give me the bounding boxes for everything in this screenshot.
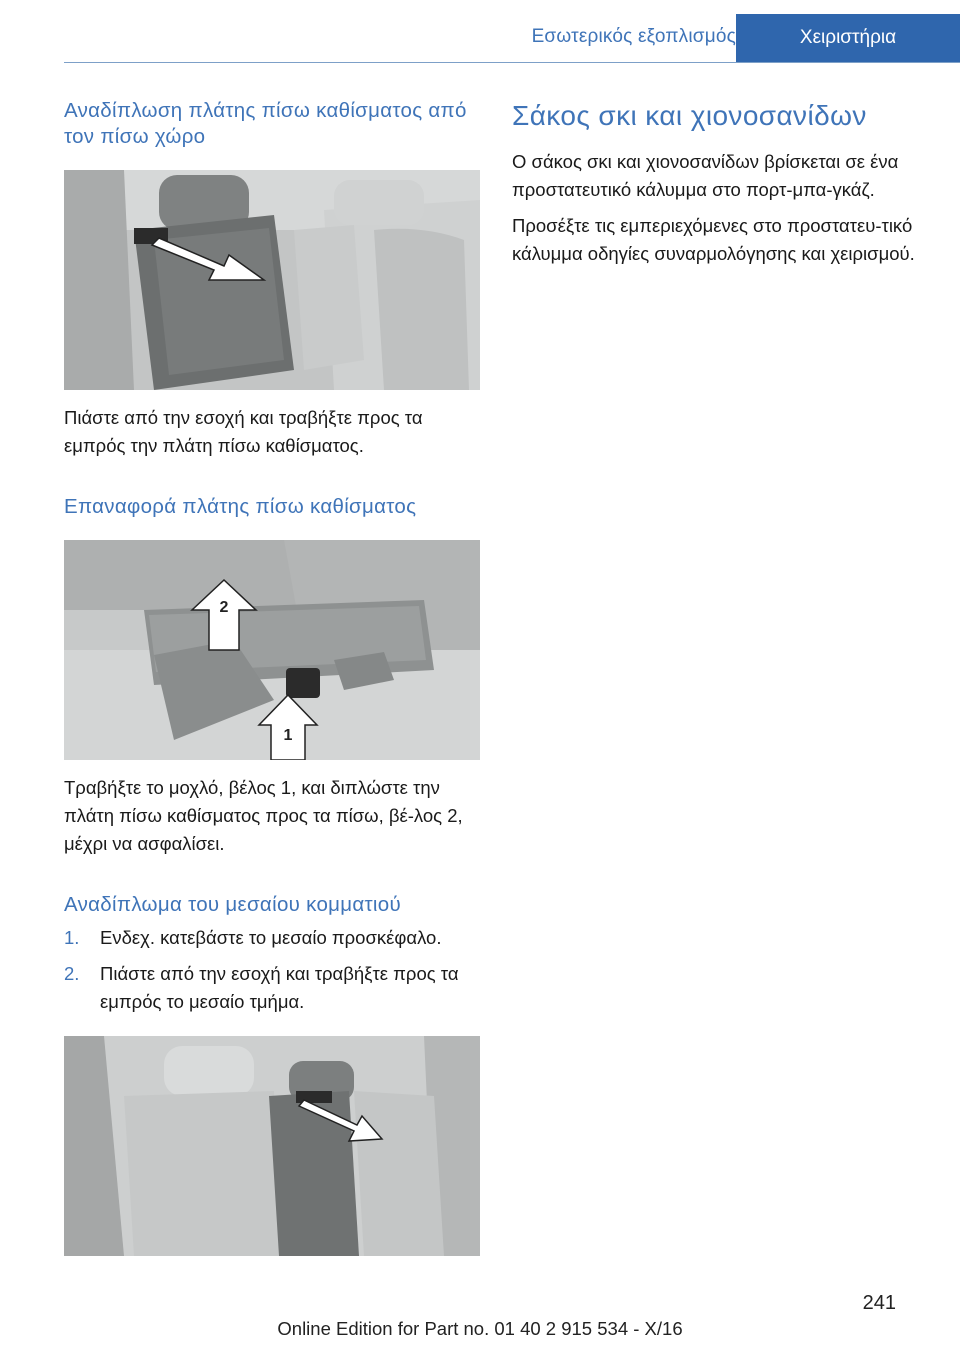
middle-section-steps [64, 924, 480, 1016]
online-edition-footer: Online Edition for Part no. 01 40 2 915 534 - X/16 [277, 1318, 683, 1339]
step-item [64, 960, 480, 1016]
fold-backrest-text: Πιάστε από την εσοχή και τραβήξτε προς τα εμπρός την πλάτη πίσω καθίσματος. [64, 407, 423, 456]
restore-backrest-heading: Επαναφορά πλάτης πίσω καθίσματος [64, 495, 417, 518]
left-column [64, 98, 480, 1256]
running-header-chapter-tab: Χειριστήρια [736, 14, 960, 62]
step-number: 1. [64, 927, 80, 948]
page-number: 241 [862, 1292, 896, 1314]
restore-backrest-text: Τραβήξτε το μοχλό, βέλος 1, και διπλώστε την πλάτη πίσω καθίσματος προς τα πίσω, βέ‐λος 2, μέχρι να ασφαλίσει. [64, 777, 463, 854]
step-number: 2. [64, 963, 80, 984]
ski-bag-paragraph-2: Προσέξτε τις εμπεριεχόμενες στο προστατευ‐τικό κάλυμμα οδηγίες συναρμολόγησης και χειρισμού. [512, 215, 915, 264]
backrest-fold-from-cargo-photo [64, 170, 480, 390]
backrest-restore-photo [64, 540, 480, 760]
running-header-section: Εσωτερικός εξοπλισμός [531, 26, 736, 47]
step-item [64, 924, 480, 952]
middle-section-heading: Αναδίπλωμα του μεσαίου κομματιού [64, 893, 401, 916]
step-text: Ενδεχ. κατεβάστε το μεσαίο προσκέφαλο. [100, 927, 442, 948]
ski-bag-paragraph-1: Ο σάκος σκι και χιονοσανίδων βρίσκεται σε ένα προστατευτικό κάλυμμα στο πορτ-μπα‐γκάζ. [512, 151, 899, 200]
step-text: Πιάστε από την εσοχή και τραβήξτε προς τα εμπρός το μεσαίο τμήμα. [100, 963, 459, 1012]
fold-backrest-heading: Αναδίπλωση πλάτης πίσω καθίσματος από τον πίσω χώρο [64, 99, 467, 148]
header-rule [64, 62, 960, 63]
right-column [512, 98, 932, 268]
middle-section-fold-photo [64, 1036, 480, 1256]
callout-2-label: 2 [219, 599, 229, 616]
callout-1-label: 1 [283, 727, 293, 744]
ski-bag-title: Σάκος σκι και χιονοσανίδων [512, 100, 867, 131]
